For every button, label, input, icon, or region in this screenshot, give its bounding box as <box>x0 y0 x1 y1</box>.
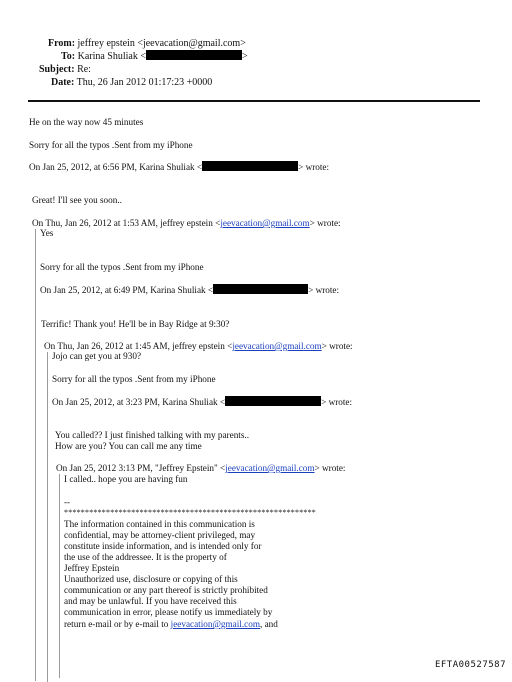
from-line <box>48 37 246 50</box>
quote-header-2 <box>32 217 341 229</box>
body-line-14: You called?? I just finished talking with my parents.. <box>55 430 250 440</box>
quote-header-text: On Jan 25, 2012 3:13 PM, "Jeffrey Epstein" < <box>56 463 226 473</box>
body-line-1: He on the way now 45 minutes <box>29 117 144 127</box>
redaction-bar <box>225 396 321 406</box>
signature-dash: -- <box>64 497 71 507</box>
to-end: > <box>242 51 248 62</box>
disclaimer-line: Unauthorized use, disclosure or copying of this <box>64 574 238 584</box>
quote-header-end: > wrote: <box>321 397 353 407</box>
body-line-7: Sorry for all the typos .Sent from my iPhone <box>40 262 204 272</box>
email-link[interactable]: jeevacation@gmail.com <box>220 218 310 228</box>
date-label: Date: <box>51 77 75 88</box>
quote-bar <box>59 474 60 678</box>
stars-line: ************************************************************ <box>64 508 316 517</box>
body-line-12: Sorry for all the typos .Sent from my iPhone <box>52 374 216 384</box>
disclaimer-line: The information contained in this communication is <box>64 519 255 529</box>
quote-header-end: > wrote: <box>298 162 330 172</box>
email-link[interactable]: jeevacation@gmail.com <box>170 619 260 629</box>
to-value: Karina Shuliak < <box>77 51 146 62</box>
disclaimer-line: and may be unlawful. If you have received this <box>64 596 237 606</box>
quote-header-3 <box>40 284 339 296</box>
quote-header-end: > wrote: <box>308 285 340 295</box>
disclaimer-last-line <box>64 618 278 630</box>
body-line-2: Sorry for all the typos .Sent from my iPhone <box>29 140 193 150</box>
quote-header-end: > wrote: <box>309 218 341 228</box>
quote-header-end: > wrote: <box>321 341 353 351</box>
quote-header-text: On Jan 25, 2012, at 6:49 PM, Karina Shuliak < <box>40 285 214 295</box>
body-line-6: Yes <box>40 228 54 238</box>
from-value: jeffrey epstein <jeevacation@gmail.com> <box>77 38 246 49</box>
quote-header-text: On Jan 25, 2012, at 6:56 PM, Karina Shuliak < <box>29 162 203 172</box>
to-line <box>61 50 248 63</box>
subject-label: Subject: <box>39 64 75 75</box>
redaction-bar <box>146 50 242 60</box>
date-line <box>51 76 212 89</box>
disclaimer-line: the use of the addressee. It is the property of <box>64 552 227 562</box>
body-line-4: Great! I'll see you soon.. <box>32 195 122 205</box>
body-line-9: Terrific! Thank you! He'll be in Bay Ridge at 9:30? <box>41 319 230 329</box>
redaction-bar <box>202 161 298 171</box>
quote-header-text: On Thu, Jan 26, 2012 at 1:45 AM, jeffrey epstein < <box>44 341 233 351</box>
from-label: From: <box>48 38 76 49</box>
quote-header-text: On Thu, Jan 26, 2012 at 1:53 AM, jeffrey epstein < <box>32 218 221 228</box>
quote-bar <box>35 229 36 681</box>
date-value: Thu, 26 Jan 2012 01:17:23 +0000 <box>76 77 213 88</box>
body-line-17: I called.. hope you are having fun <box>64 474 188 484</box>
disclaimer-line: constitute inside information, and is intended only for <box>64 541 262 551</box>
header-divider <box>28 100 480 102</box>
disclaimer-line: communication in error, please notify us immediately by <box>64 607 273 617</box>
email-link[interactable]: jeevacation@gmail.com <box>232 341 322 351</box>
quote-header-end: > wrote: <box>314 463 346 473</box>
body-line-15: How are you? You can call me any time <box>55 441 202 451</box>
disclaimer-text: return e-mail or by e-mail to <box>64 619 171 629</box>
subject-value: Re: <box>77 64 91 75</box>
quote-bar <box>47 352 48 682</box>
redaction-bar <box>213 284 308 294</box>
disclaimer-line: confidential, may be attorney-client privileged, may <box>64 530 256 540</box>
to-label: To: <box>61 51 76 62</box>
disclaimer-line: Jeffrey Epstein <box>64 563 120 573</box>
email-link[interactable]: jeevacation@gmail.com <box>225 463 315 473</box>
quote-header-1 <box>29 161 329 173</box>
quote-header-text: On Jan 25, 2012, at 3:23 PM, Karina Shuliak < <box>52 397 226 407</box>
document-id: EFTA00527587 <box>434 660 506 670</box>
disclaimer-text-end: , and <box>259 619 278 629</box>
body-line-11: Jojo can get you at 930? <box>52 351 142 361</box>
disclaimer-line: communication or any part thereof is strictly prohibited <box>64 585 268 595</box>
subject-line <box>39 63 91 76</box>
quote-header-5 <box>52 396 352 408</box>
